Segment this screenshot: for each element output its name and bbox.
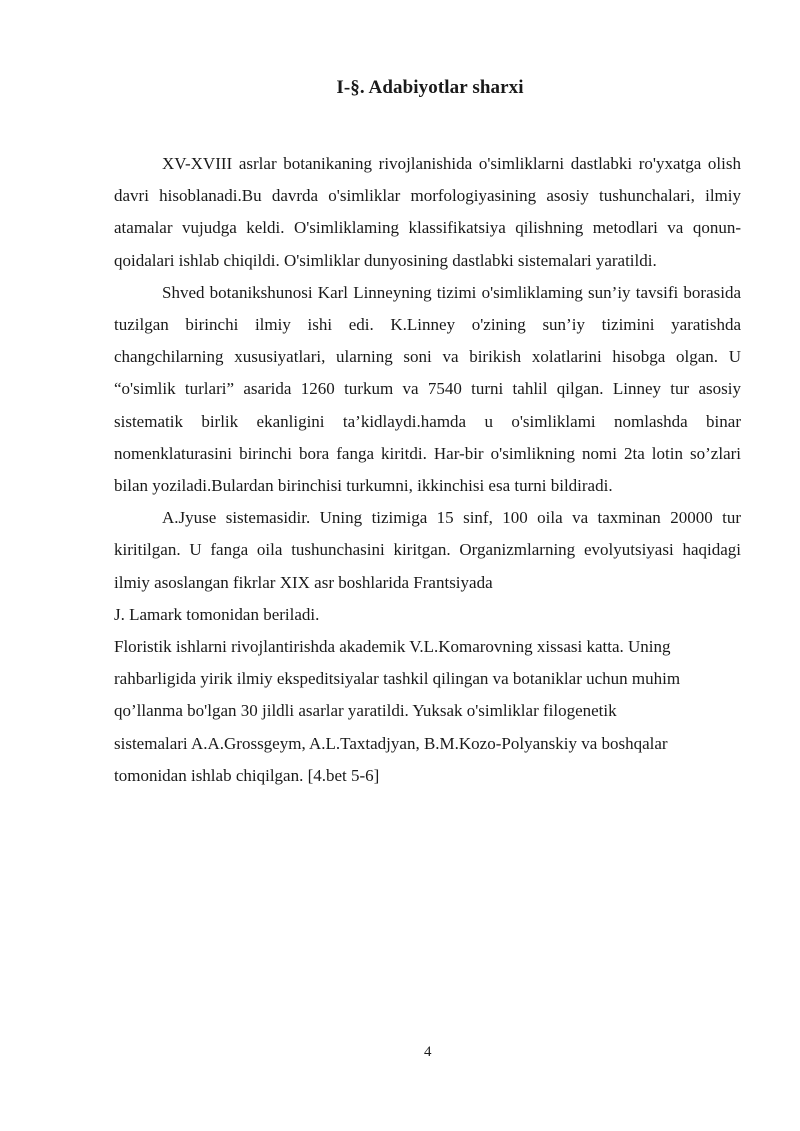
- text-line-2: Floristik ishlarni rivojlantirishda akademik V.L.Komarovning xissasi katta. Uning: [114, 637, 671, 657]
- text-line-6: tomonidan ishlab chiqilgan. [4.bet 5-6]: [114, 765, 380, 785]
- page-number: 4: [424, 1044, 432, 1060]
- section-title: I-§. Adabiyotlar sharxi: [336, 77, 524, 98]
- text-line-3: rahbarligida yirik ilmiy ekspeditsiyalar tashkil qilingan va botaniklar uchun muhim: [114, 669, 681, 689]
- text-line-1: J. Lamark tomonidan beriladi.: [114, 604, 320, 624]
- paragraph-1: XV-XVIII asrlar botanikaning rivojlanishida o'simliklarni dastlabki ro'yxatga olish davri hisoblanadi.Bu davrda o'simliklar morfologiyasining asosiy tushunchalari, ilmiy atamalar vujudga keldi. O'simliklaming klassifikatsiya qilishning metodlari va qonun-qoidalari ishlab chiqildi. O'simliklar dunyosining dastlabki sistemalari yaratildi.: [114, 154, 741, 270]
- text-line-5: sistemalari A.A.Grossgeym, A.L.Taxtadjyan, B.M.Kozo-Polyanskiy va boshqalar: [114, 733, 668, 753]
- text-line-4: qo’llanma bo'lgan 30 jildli asarlar yaratildi. Yuksak o'simliklar filogenetik: [114, 701, 617, 721]
- body-text: [114, 148, 741, 792]
- paragraph-3: A.Jyuse sistemasidir. Uning tizimiga 15 sinf, 100 oila va taxminan 20000 tur kiritilgan. U fanga oila tushunchasini kiritgan. Organizmlarning evolyutsiyasi haqidagi ilmiy asoslangan fikrlar XIX asr boshlarida Frantsiyada: [114, 508, 741, 592]
- paragraph-2: Shved botanikshunosi Karl Linneyning tizimi o'simliklaming sun’iy tavsifi borasida tuzilgan birinchi ilmiy ishi edi. K.Linney o'zining sun’iy tizimini yaratishda changchilarning xususiyatlari, ularning soni va birikish xolatlarini hisobga olgan. U “o'simlik turlari” asarida 1260 turkum va 7540 turni tahlil qilgan. Linney tur asosiy sistematik birlik ekanligini ta’kidlaydi.hamda u o'simliklami nomlashda binar nomenklaturasini birinchi bora fanga kiritdi. Har-bir o'simlikning nomi 2ta lotin so’zlari bilan yoziladi.Bulardan birinchisi turkumni, ikkinchisi esa turni bildiradi.: [114, 282, 741, 496]
